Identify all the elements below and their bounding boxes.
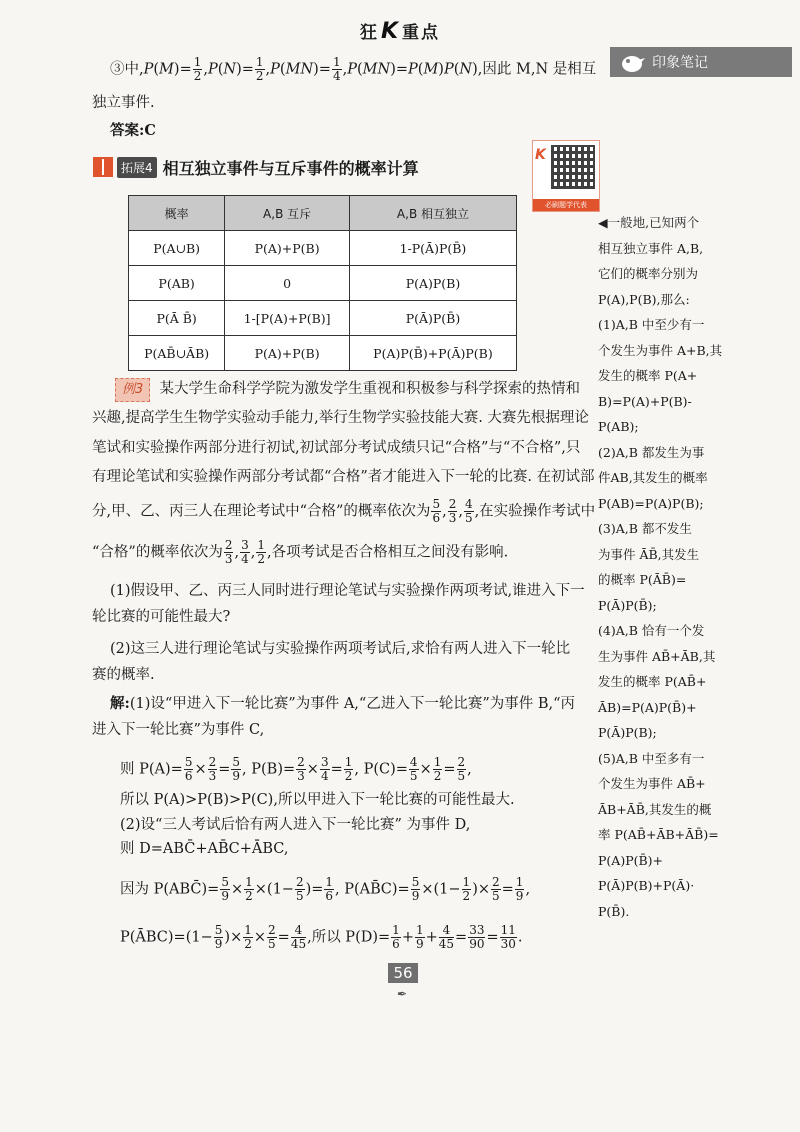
sidebar-note-line: (4)A,B 恰有一个发 [598, 623, 705, 638]
sidebar-note-line: P(A),P(B),那么: [598, 291, 690, 307]
example-line-3: 笔试和实验操作两部分进行初试,初试部分考试成绩只记“合格”与“不合格”,只 [92, 440, 581, 456]
solution-line-8: P(ĀBC)=(1− $\frac{5}{9}$ )× $\frac{1}{2}$ × $\frac{2}{5}$ = $\frac{4}{45}$ ,所以 P(D)= $\frac{1}{6}$ + $\frac{1}{9}$ + $\frac{4}{45}$ = $\frac{33}{90}$ = $\frac{11}{30}$ . [120, 923, 523, 951]
extension-heading [93, 156, 419, 178]
sidebar-note-line: P(AB); [598, 419, 639, 434]
top-line-1: ③中,P(M)= $\frac{1}{2}$ ,P(N)= $\frac{1}{2}$ ,P(MN)= $\frac{1}{4}$ ,P(MN)=P(M)P(N),因此 M,N 是相互 [110, 55, 597, 83]
sidebar-note-line: P(Ā)P(B); [598, 725, 657, 740]
sidebar-note-line: (5)A,B 中至多有一 [598, 750, 705, 766]
table-cell: P(A)+P(B) [225, 336, 350, 371]
sidebar-note-line: ĀB+ĀB̄,其发生的概 [598, 801, 712, 817]
sidebar-title: 印象笔记 [652, 55, 708, 71]
extension-badge: 拓展4 [117, 157, 157, 178]
sidebar-note-line: 相互独立事件 A,B, [598, 240, 704, 256]
qr-code[interactable] [532, 140, 600, 212]
table-cell: P(A∪B) [129, 231, 225, 266]
book-icon [93, 157, 113, 177]
sidebar-note-line: P(A)P(B̄)+ [598, 852, 664, 868]
table-cell: P(A)P(B̄)+P(Ā)P(B) [349, 336, 516, 371]
table-row [129, 266, 517, 301]
table-row [129, 336, 517, 371]
qr-code-image [551, 145, 595, 189]
solution-line-4: 所以 P(A)>P(B)>P(C),所以甲进入下一轮比赛的可能性最大. [120, 792, 515, 808]
table-cell: P(Ā)P(B̄) [349, 301, 516, 336]
table-cell: P(AB) [129, 266, 225, 301]
table-cell: P(A)P(B) [349, 266, 516, 301]
example-line-1: 例3 某大学生命科学学院为激发学生重视和积极参与科学探索的热情和 [115, 378, 580, 402]
sidebar-note-line: 个发生为事件 A+B,其 [598, 342, 723, 358]
table-cell: P(A)+P(B) [225, 231, 350, 266]
table-row [129, 231, 517, 266]
sidebar-notes [594, 210, 794, 924]
table-header: A,B 互斥 [225, 196, 350, 231]
probability-table [128, 195, 517, 371]
solution-line-7: 因为 P(ABC̄)= $\frac{5}{9}$ × $\frac{1}{2}$ ×(1− $\frac{2}{5}$ )= $\frac{1}{6}$ , P(AB̄C)= $\frac{5}{9}$ ×(1− $\frac{1}{2}$ )× $\frac{2}{5}$ = $\frac{1}{9}$ , [120, 875, 531, 903]
sidebar-header [610, 47, 792, 77]
sidebar-note-line: P(Ā)P(B)+P(Ā)· [598, 878, 695, 893]
table-cell: 1-P(Ā)P(B̄) [349, 231, 516, 266]
table-header-row [129, 196, 517, 231]
sidebar-note-line: 为事件 ĀB̄,其发生 [598, 546, 700, 562]
sidebar-note-line: 它们的概率分别为 [598, 266, 699, 281]
brand-k-logo: K [380, 19, 401, 44]
question-2a: (2)这三人进行理论笔试与实验操作两项考试后,求恰有两人进入下一轮比 [110, 641, 571, 657]
table-cell: 0 [225, 266, 350, 301]
sidebar-note-line: 生为事件 AB̄+ĀB,其 [598, 648, 716, 664]
sidebar-note-line: P(B̄). [598, 903, 630, 919]
header-right: 重点 [402, 23, 441, 43]
example-line-4: 有理论笔试和实验操作两部分考试都“合格”者才能进入下一轮的比赛. 在初试部 [92, 469, 595, 485]
sidebar-note-line: 发生的概率 P(A+ [598, 368, 698, 383]
sidebar-note-line: (1)A,B 中至少有一 [598, 317, 705, 332]
bird-icon [618, 50, 646, 74]
solution-line-6: 则 D=ABC̄+AB̄C+ĀBC, [120, 841, 289, 857]
page-number: 56 [388, 963, 418, 983]
extension-title: 相互独立事件与互斥事件的概率计算 [162, 158, 419, 178]
example-line-6: “合格”的概率依次为 $\frac{2}{3}$ , $\frac{3}{4}$ , $\frac{1}{2}$ ,各项考试是否合格相互之间没有影响. [92, 538, 509, 566]
example-line-5: 分,甲、乙、丙三人在理论考试中“合格”的概率依次为 $\frac{5}{6}$ , $\frac{2}{3}$ , $\frac{4}{5}$ ,在实验操作考试中 [92, 497, 596, 525]
question-1b: 轮比赛的可能性最大? [92, 609, 231, 625]
qr-k-logo: K [535, 147, 546, 163]
sidebar-note-line: (3)A,B 都不发生 [598, 521, 692, 536]
table-cell: 1-[P(A)+P(B)] [225, 301, 350, 336]
question-2b: 赛的概率. [92, 667, 155, 683]
sidebar-note-line: 的概率 P(ĀB̄)= [598, 572, 687, 587]
sidebar-note-line: 件AB,其发生的概率 [598, 470, 708, 485]
sidebar-note-line: (2)A,B 都发生为事 [598, 444, 705, 460]
solution-line-2: 进入下一轮比赛”为事件 C, [92, 722, 265, 738]
table-cell: P(AB̄∪ĀB) [129, 336, 225, 371]
top-line-2: 独立事件. [92, 95, 155, 111]
header-left: 狂 [359, 23, 379, 43]
sidebar-note-line: ◀一般地,已知两个 [598, 215, 700, 230]
table-row [129, 301, 517, 336]
sidebar-note-line: 率 P(AB̄+ĀB+ĀB̄)= [598, 827, 719, 842]
sidebar-note-line: ĀB)=P(A)P(B̄)+ [598, 699, 697, 715]
sidebar-note-line: 发生的概率 P(AB̄+ [598, 674, 707, 689]
example-line-2: 兴趣,提高学生生物学实验动手能力,举行生物学实验技能大赛. 大赛先根据理论 [92, 410, 589, 426]
qr-strip: 必刷题学代表 [533, 199, 599, 211]
table-header: A,B 相互独立 [349, 196, 516, 231]
solution-line-1: 解:(1)设“甲进入下一轮比赛”为事件 A,“乙进入下一轮比赛”为事件 B,“丙 [110, 695, 576, 712]
question-1a: (1)假设甲、乙、丙三人同时进行理论笔试与实验操作两项考试,谁进入下一 [110, 583, 585, 599]
sidebar-note-line: P(AB)=P(A)P(B); [598, 495, 704, 511]
page-header [0, 18, 800, 44]
table-header: 概率 [129, 196, 225, 231]
table-cell: P(Ā B̄) [129, 301, 225, 336]
quill-icon: ✒ [397, 987, 408, 1001]
solution-line-3: 则 P(A)= $\frac{5}{6}$ × $\frac{2}{3}$ = $\frac{5}{9}$ , P(B)= $\frac{2}{3}$ × $\frac{3}{4}$ = $\frac{1}{2}$ , P(C)= $\frac{4}{5}$ × $\frac{1}{2}$ = $\frac{2}{5}$ , [120, 755, 472, 783]
solution-line-5: (2)设“三人考试后恰有两人进入下一轮比赛” 为事件 D, [120, 817, 471, 833]
sidebar-note-line: B)=P(A)+P(B)- [598, 393, 692, 409]
example-tag: 例3 [115, 378, 150, 402]
sidebar-note-line: 个发生为事件 AB̄+ [598, 776, 706, 791]
sidebar-note-line: P(Ā)P(B̄); [598, 597, 657, 613]
answer-line: 答案:C [110, 122, 156, 139]
